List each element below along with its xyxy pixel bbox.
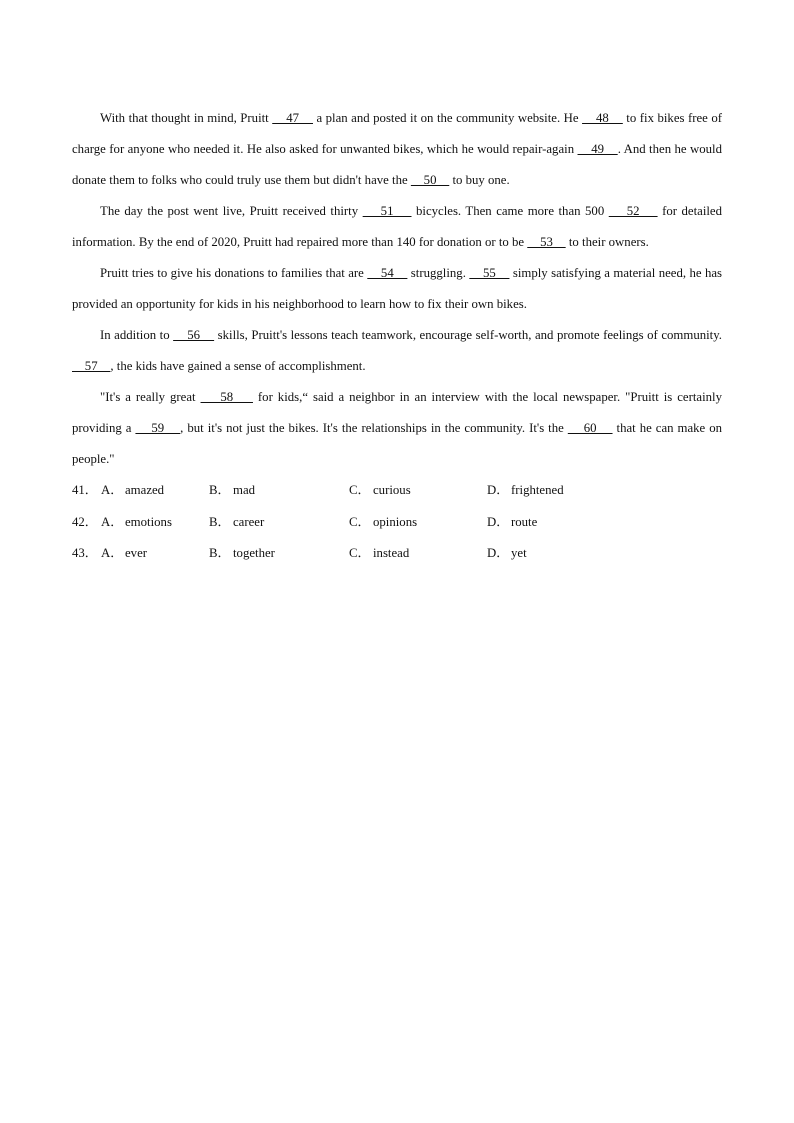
option-d <box>487 538 527 569</box>
passage-paragraph <box>72 196 722 258</box>
option-letter: A． <box>101 514 124 529</box>
option-a <box>101 538 147 569</box>
option-text: career <box>233 514 265 529</box>
question-row <box>72 538 722 570</box>
option-letter: B． <box>209 514 231 529</box>
answer-blank: 51 <box>362 204 412 218</box>
passage-text: skills, Pruitt's lessons teach teamwork, encourage self-worth, and promote feelings of community. <box>214 328 722 342</box>
question-number: 43． <box>72 546 98 560</box>
answer-blank: 58 <box>200 390 253 404</box>
option-letter: C． <box>349 546 371 560</box>
passage-text: The day the post went live, Pruitt received thirty <box>100 204 363 218</box>
option-text: amazed <box>125 483 165 497</box>
option-letter: A． <box>101 483 124 497</box>
answer-blank: 49 <box>577 142 618 156</box>
option-letter: D． <box>487 483 510 497</box>
passage-text: to buy one. <box>449 173 510 187</box>
passage-text: , but it's not just the bikes. It's the relationships in the community. It's the <box>180 421 568 435</box>
question-row <box>72 475 722 507</box>
document-body <box>72 103 722 570</box>
passage-paragraph <box>72 382 722 475</box>
option-letter: D． <box>487 514 510 529</box>
cloze-passage <box>72 103 722 475</box>
option-text: route <box>511 514 538 529</box>
passage-text: Pruitt tries to give his donations to families that are <box>100 266 368 280</box>
passage-text: a plan and posted it on the community website. He <box>312 111 583 125</box>
answer-blank: 52 <box>608 204 658 218</box>
answer-blank: 57 <box>72 359 111 373</box>
answer-blank: 56 <box>173 328 215 342</box>
passage-paragraph <box>72 320 722 382</box>
passage-text: that he can make on people." <box>72 421 723 466</box>
option-text: curious <box>373 483 411 497</box>
answer-blank: 53 <box>527 235 566 249</box>
question-row <box>72 507 722 539</box>
passage-text: "It's a really great <box>100 390 201 404</box>
option-b <box>209 475 255 506</box>
option-a <box>101 475 164 506</box>
option-text: ever <box>125 546 148 560</box>
answer-blank: 60 <box>567 421 613 435</box>
answer-blank: 59 <box>135 421 181 435</box>
option-letter: C． <box>349 483 371 497</box>
option-d <box>487 475 564 506</box>
answer-blank: 50 <box>410 173 450 187</box>
answer-blank: 48 <box>582 111 623 125</box>
option-c <box>349 507 417 538</box>
option-text: frightened <box>511 483 564 497</box>
option-d <box>487 507 537 538</box>
passage-text: to fix bikes free of charge for anyone who needed it. He also asked for unwanted bikes, which he would repair-again <box>72 111 723 156</box>
passage-paragraph <box>72 258 722 320</box>
option-text: emotions <box>125 514 172 529</box>
question-number: 42． <box>72 514 98 529</box>
option-letter: D． <box>487 546 510 560</box>
option-a <box>101 507 172 538</box>
passage-text: bicycles. Then came more than 500 <box>411 204 609 218</box>
passage-text: for kids,“ said a neighbor in an interview with the local newspaper. "Pruitt is certainly providing a <box>72 390 722 435</box>
passage-paragraph <box>72 103 722 196</box>
option-text: yet <box>511 546 527 560</box>
answer-blank: 54 <box>367 266 408 280</box>
passage-text: struggling. <box>407 266 470 280</box>
question-list <box>72 475 722 570</box>
option-text: opinions <box>373 514 418 529</box>
passage-text: In addition to <box>100 328 174 342</box>
option-letter: B． <box>209 546 231 560</box>
option-c <box>349 538 409 569</box>
option-b <box>209 538 275 569</box>
question-number: 41． <box>72 483 98 497</box>
passage-text: With that thought in mind, Pruitt <box>100 111 273 125</box>
option-text: instead <box>373 546 410 560</box>
option-letter: A． <box>101 546 124 560</box>
option-b <box>209 507 264 538</box>
option-letter: C． <box>349 514 371 529</box>
answer-blank: 47 <box>272 111 313 125</box>
passage-text: to their owners. <box>565 235 649 249</box>
option-c <box>349 475 411 506</box>
passage-text: for detailed information. By the end of 2020, Pruitt had repaired more than 140 for donation or to be <box>72 204 723 249</box>
option-text: mad <box>233 483 256 497</box>
answer-blank: 55 <box>469 266 510 280</box>
option-letter: B． <box>209 483 231 497</box>
passage-text: , the kids have gained a sense of accomplishment. <box>110 359 366 373</box>
passage-text: simply satisfying a material need, he has provided an opportunity for kids in his neighborhood to learn how to fix their own bikes. <box>72 266 723 311</box>
option-text: together <box>233 546 275 560</box>
passage-text: . And then he would donate them to folks who could truly use them but didn't have the <box>72 142 723 187</box>
